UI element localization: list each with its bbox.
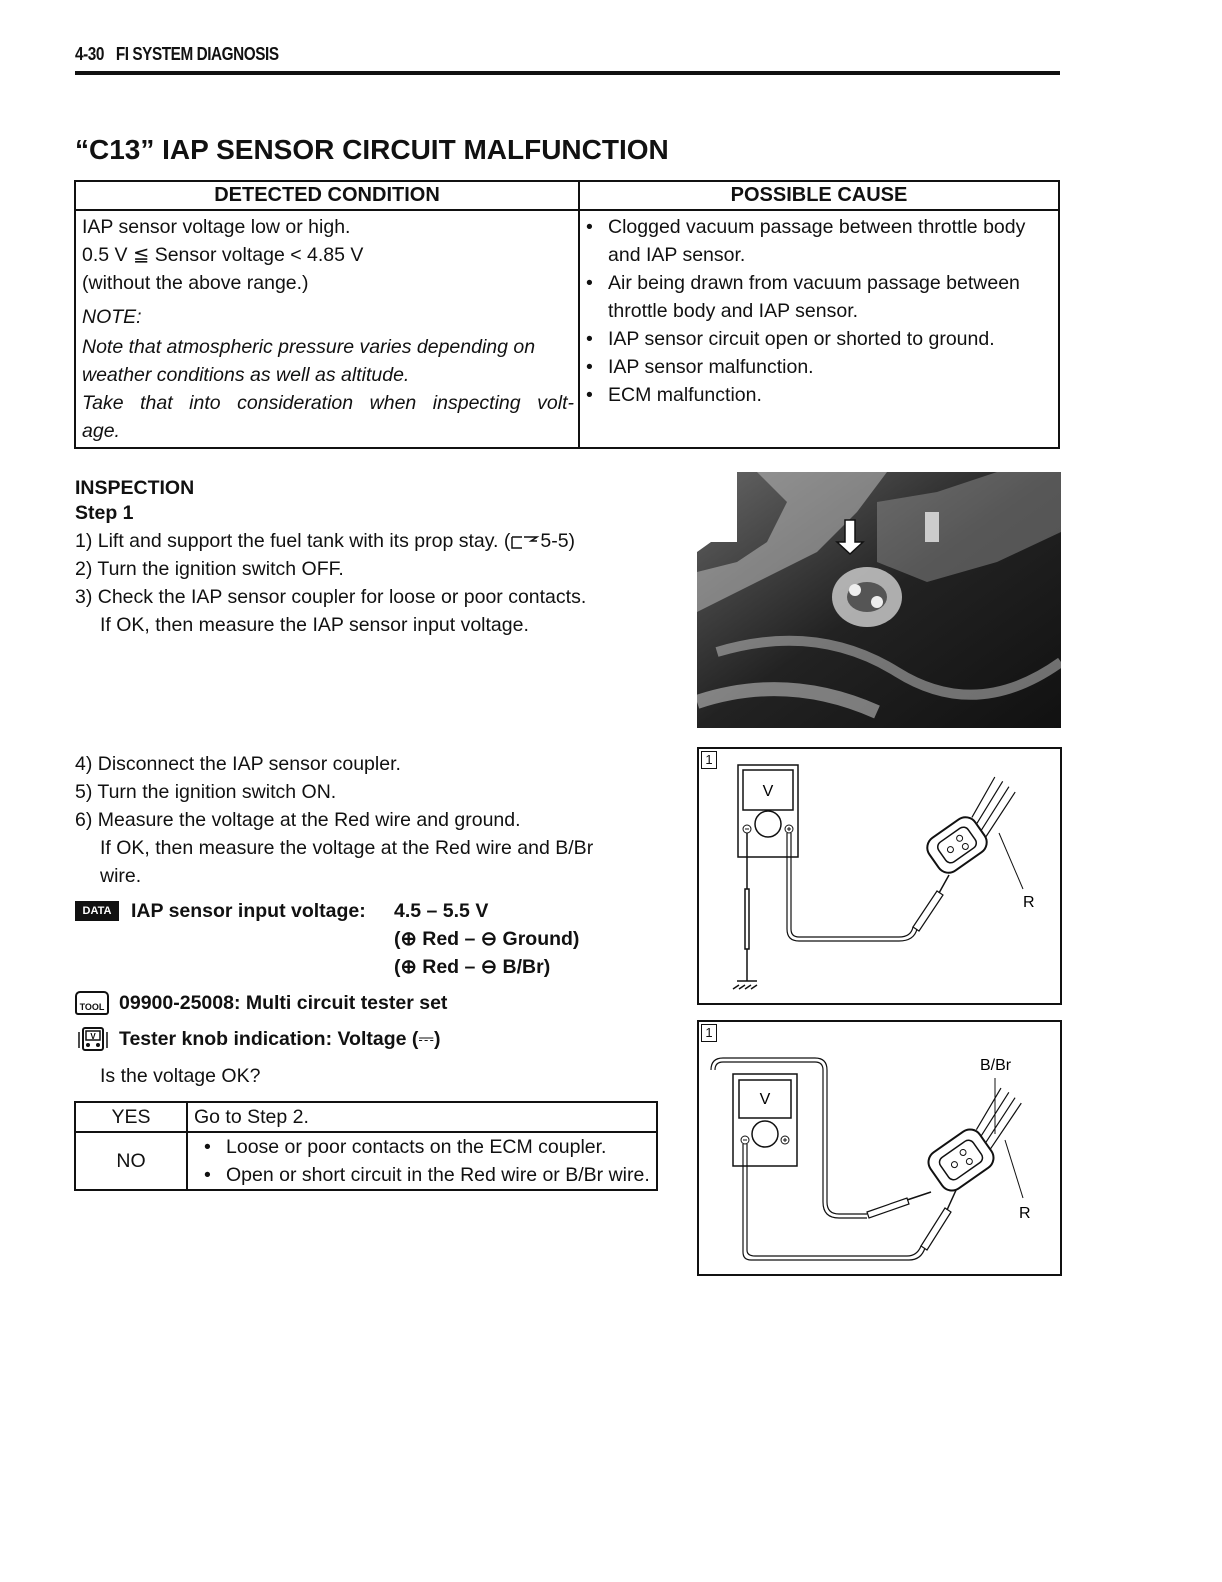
step-line: If OK, then measure the voltage at the Red wire and B/Br: [100, 837, 594, 859]
multimeter-dial: [755, 811, 781, 837]
step-line: wire.: [100, 865, 142, 887]
voltage-bbr-diagram: [697, 1020, 1062, 1276]
inspection-block-b: [75, 750, 675, 890]
knob-text: Tester knob indication: Voltage (: [119, 1028, 419, 1050]
header-rule: [75, 71, 1060, 75]
meter-v-label: V: [759, 1091, 771, 1108]
no-actions: [187, 1132, 657, 1190]
figure-number: 1: [701, 751, 717, 769]
step-heading: Step 1: [75, 502, 134, 524]
possible-cause-cell: [579, 210, 1059, 448]
inspection-heading: INSPECTION: [75, 477, 195, 499]
page-header: [75, 44, 291, 65]
step-line: 2) Turn the ignition switch OFF.: [75, 558, 344, 580]
note-line: weather conditions as well as altitude.: [82, 364, 410, 386]
cause-item: • ECM malfunction.: [586, 384, 762, 406]
tool-text: 09900-25008: Multi circuit tester set: [119, 992, 448, 1014]
question-text: Is the voltage OK?: [100, 1065, 261, 1087]
no-action-item: • Open or short circuit in the Red wire or B/Br wire.: [204, 1164, 650, 1186]
step-line: If OK, then measure the IAP sensor input voltage.: [100, 614, 529, 636]
coupler-photo: [697, 472, 1061, 728]
note-line: age.: [82, 420, 120, 442]
cause-item: • Air being drawn from vacuum passage between throttle body and IAP sensor.: [586, 272, 1020, 322]
detected-line: 0.5 V ≦ Sensor voltage < 4.85 V: [82, 244, 364, 266]
tool-line: [75, 989, 447, 1017]
inspection-block-a: [75, 474, 675, 639]
step-line: 1) Lift and support the fuel tank with its prop stay. ( 5-5): [75, 530, 576, 552]
no-cell: NO: [75, 1132, 187, 1190]
multimeter-icon: [75, 1026, 113, 1052]
detected-condition-cell: [75, 210, 579, 448]
sensor-coupler: [916, 1083, 1041, 1195]
page-number: 4-30: [75, 44, 104, 64]
detected-condition-header: DETECTED CONDITION: [75, 181, 579, 210]
yes-action: Go to Step 2.: [187, 1102, 657, 1132]
no-action-item: • Loose or poor contacts on the ECM coupler.: [204, 1136, 607, 1158]
note-line: Note that atmospheric pressure varies depending on: [82, 336, 536, 358]
section-title: FI SYSTEM DIAGNOSIS: [115, 44, 279, 64]
note-label: NOTE:: [82, 306, 142, 328]
step-line: 6) Measure the voltage at the Red wire and ground.: [75, 809, 521, 831]
result-table: [74, 1101, 658, 1191]
cause-item: • Clogged vacuum passage between throttle body and IAP sensor.: [586, 216, 1026, 266]
sensor-coupler: [915, 772, 1033, 877]
wire-r-label: R: [1023, 894, 1035, 911]
detected-line: IAP sensor voltage low or high.: [82, 216, 351, 238]
dc-voltage-symbol: ⎓: [418, 1028, 434, 1050]
tool-icon: TOOL: [75, 991, 109, 1015]
cause-item: • IAP sensor circuit open or shorted to ground.: [586, 328, 995, 350]
spec-value: 4.5 – 5.5 V: [394, 900, 489, 922]
wire-bbr-label: B/Br: [980, 1057, 1012, 1074]
spec-pair: (⊕ Red – ⊖ Ground): [394, 928, 580, 950]
spec-pair: (⊕ Red – ⊖ B/Br): [394, 956, 551, 978]
wire-r-label: R: [1019, 1205, 1031, 1222]
voltage-ground-diagram: [697, 747, 1062, 1005]
step-line: 3) Check the IAP sensor coupler for loose or poor contacts.: [75, 586, 587, 608]
page-title: “C13” IAP SENSOR CIRCUIT MALFUNCTION: [75, 134, 669, 165]
svg-text:V: V: [90, 1032, 96, 1041]
possible-cause-header: POSSIBLE CAUSE: [579, 181, 1059, 210]
note-line: Take that into consideration when inspecting volt-: [82, 392, 574, 414]
yes-cell: YES: [75, 1102, 187, 1132]
reference-icon: [510, 533, 540, 551]
figure-number: 1: [701, 1024, 717, 1042]
data-icon: DATA: [75, 901, 119, 921]
spec-label: IAP sensor input voltage:: [131, 900, 366, 922]
detected-line: (without the above range.): [82, 272, 309, 294]
condition-table: [74, 180, 1060, 449]
step-line: 4) Disconnect the IAP sensor coupler.: [75, 753, 401, 775]
cause-item: • IAP sensor malfunction.: [586, 356, 814, 378]
step-line: 5) Turn the ignition switch ON.: [75, 781, 337, 803]
spec-block: [75, 897, 675, 981]
knob-line: V Tester knob indication: Voltage ( ⎓ ): [75, 1025, 440, 1053]
meter-v-label: V: [762, 783, 774, 800]
